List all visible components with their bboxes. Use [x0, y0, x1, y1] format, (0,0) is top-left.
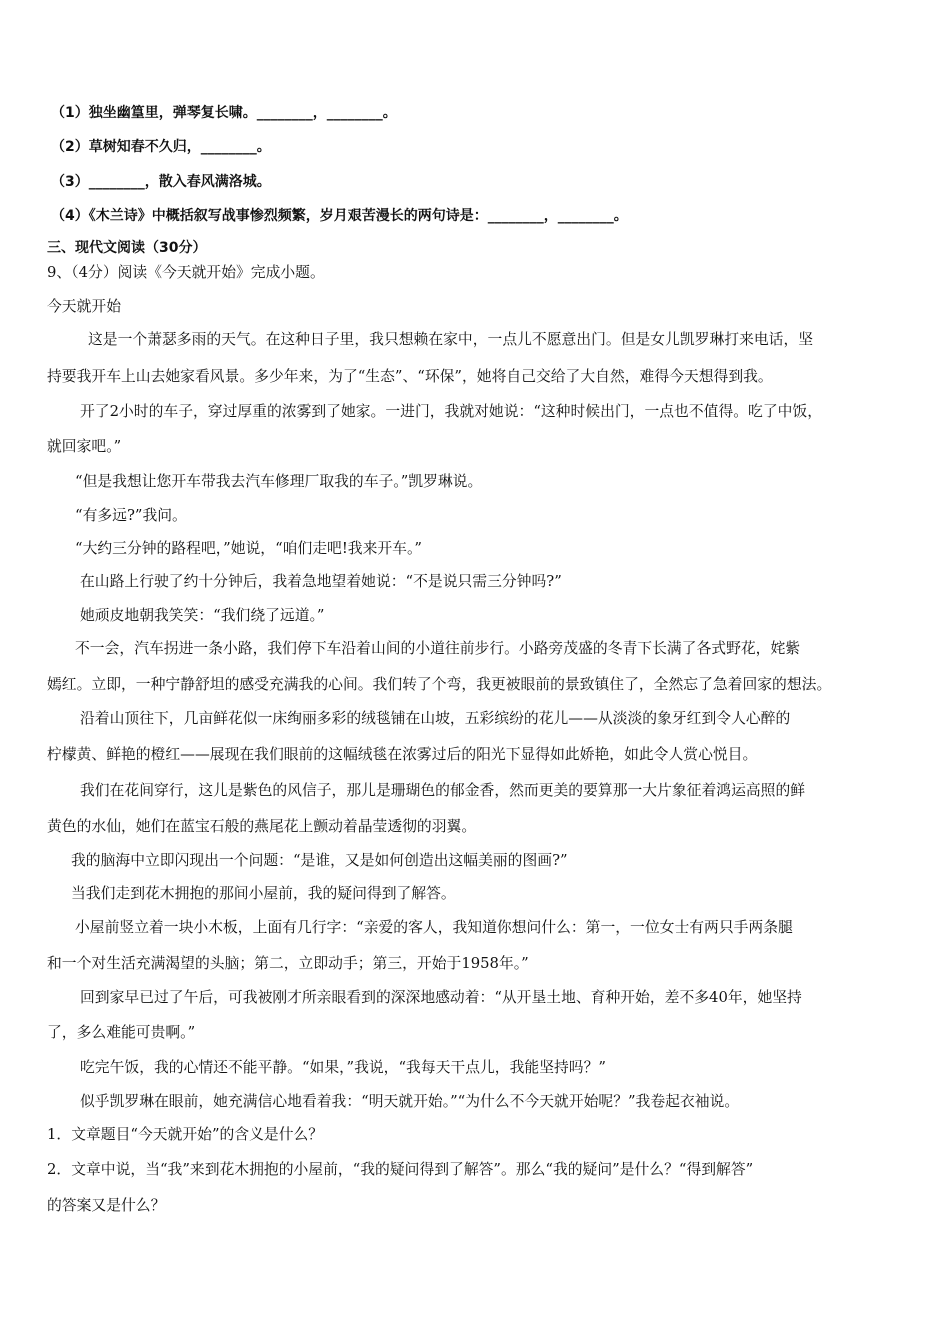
paragraph-line: 回到家早已过了午后，可我被刚才所亲眼看到的深深地感动着：“从开垦土地、育种开始，差不多40年，她坚持: [80, 989, 802, 1006]
section-heading: 三、现代文阅读（30分）: [47, 240, 207, 256]
paragraph-line: 了，多么难能可贵啊。”: [47, 1024, 196, 1041]
fill-in-item-1: （1）独坐幽篁里，弹琴复长啸。________，________。: [51, 105, 397, 121]
paragraph-line: 柠檬黄、鲜艳的橙红——展现在我们眼前的这幅绒毯在浓雾过后的阳光下显得如此娇艳，如此令人赏心悦目。: [47, 746, 758, 763]
paragraph-line: 黄色的水仙，她们在蓝宝石般的燕尾花上颤动着晶莹透彻的羽翼。: [47, 818, 477, 835]
question-1: 1．文章题目“今天就开始”的含义是什么？: [47, 1126, 324, 1143]
paragraph-line: 似乎凯罗琳在眼前，她充满信心地看着我：“明天就开始。”“为什么不今天就开始呢？”我卷起衣袖说。: [80, 1093, 740, 1110]
paragraph-line: “但是我想让您开车带我去汽车修理厂取我的车子。”凯罗琳说。: [75, 473, 483, 490]
paragraph-line: 在山路上行驶了约十分钟后，我着急地望着她说：“不是说只需三分钟吗?”: [80, 573, 562, 590]
paragraph-line: 小屋前竖立着一块小木板，上面有几行字：“亲爱的客人，我知道你想问什么：第一，一位女士有两只手两条腿: [75, 919, 793, 936]
article-title: 今天就开始: [47, 298, 121, 315]
fill-in-item-4: （4）《木兰诗》中概括叙写战事惨烈频繁，岁月艰苦漫长的两句诗是：________，________。: [51, 208, 628, 224]
question-2-continued: 的答案又是什么？: [47, 1197, 166, 1214]
fill-in-item-3: （3）________，散入春风满洛城。: [51, 174, 271, 190]
paragraph-line: 当我们走到花木拥抱的那间小屋前，我的疑问得到了解答。: [71, 885, 456, 902]
paragraph-line: “有多远?”我问。: [75, 507, 187, 524]
paragraph-line: 我们在花间穿行，这儿是紫色的风信子，那儿是珊瑚色的郁金香，然而更美的要算那一大片象征着鸿运高照的鲜: [80, 782, 806, 799]
paragraph-line: 这是一个萧瑟多雨的天气。在这种日子里，我只想赖在家中，一点儿不愿意出门。但是女儿凯罗琳打来电话，坚: [88, 331, 814, 348]
fill-in-item-2: （2）草树知春不久归，________。: [51, 139, 271, 155]
paragraph-line: 嫣红。立即，一种宁静舒坦的感受充满我的心间。我们转了个弯，我更被眼前的景致镇住了，全然忘了急着回家的想法。: [47, 676, 832, 693]
question-intro: 9、（4分）阅读《今天就开始》完成小题。: [47, 264, 325, 281]
question-2: 2．文章中说，当“我”来到花木拥抱的小屋前，“我的疑问得到了解答”。那么“我的疑问”是什么？“得到解答”: [47, 1161, 754, 1178]
paragraph-line: 吃完午饭，我的心情还不能平静。“如果，”我说，“我每天干点儿，我能坚持吗？”: [80, 1059, 606, 1076]
paragraph-line: 不一会，汽车拐进一条小路，我们停下车沿着山间的小道往前步行。小路旁茂盛的冬青下长满了各式野花，姹紫: [75, 640, 801, 657]
paragraph-line: 就回家吧。”: [47, 438, 122, 455]
paragraph-line: 她顽皮地朝我笑笑：“我们绕了远道。”: [80, 607, 325, 624]
paragraph-line: 开了2小时的车子，穿过厚重的浓雾到了她家。一进门，我就对她说：“这种时候出门，一点也不值得。吃了中饭，: [80, 403, 823, 420]
paragraph-line: 我的脑海中立即闪现出一个问题：“是谁，又是如何创造出这幅美丽的图画?”: [71, 852, 568, 869]
paragraph-line: 沿着山顶往下，几亩鲜花似一床绚丽多彩的绒毯铺在山坡，五彩缤纷的花儿——从淡淡的象牙红到令人心醉的: [80, 710, 791, 727]
paragraph-line: “大约三分钟的路程吧，”她说，“咱们走吧!我来开车。”: [75, 540, 422, 557]
paragraph-line: 持要我开车上山去她家看风景。多少年来，为了“生态”、“环保”，她将自己交给了大自然，难得今天想得到我。: [47, 368, 773, 385]
paragraph-line: 和一个对生活充满渴望的头脑；第二，立即动手；第三，开始于1958年。”: [47, 955, 529, 972]
